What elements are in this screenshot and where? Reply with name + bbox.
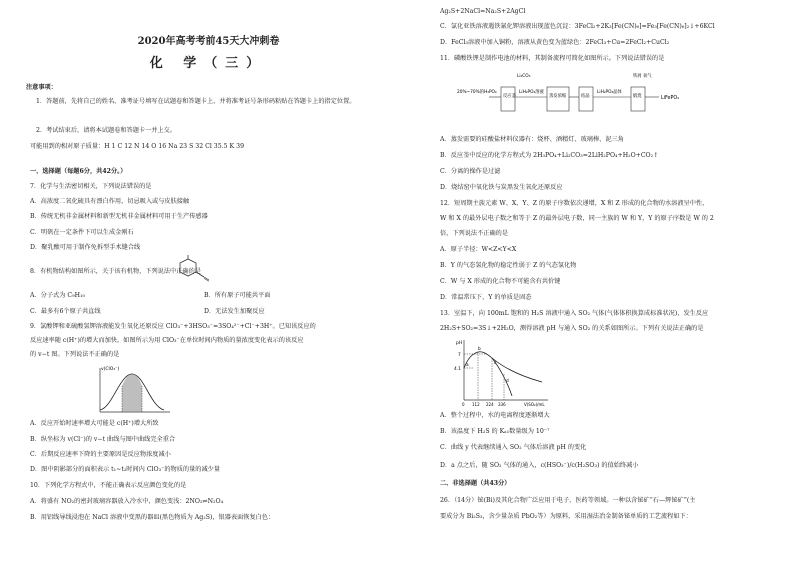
flow-mid1: LiH₂PO₄溶液 [519,90,544,95]
flow-box4: 煅烧 [633,94,642,99]
q9-option-b: B．纵坐标为 v(Cl⁻)的 v−t 曲线与图中曲线完全重合 [30,436,176,443]
q11-option-a: A．蒸发需要的硅酸盐材料仪器有：烧杯、酒精灯、玻璃棒、泥三角 [440,136,624,143]
notice-item-1: 1．答题前，先将自己的姓名、准考证号填写在试题卷和答题卡上，并将准考证号条形码粘贴在答题卡上的指定位置。 [36,98,356,105]
q9-option-a: A．反应开始时速率增大可能是 c(H⁺)增大所致 [30,420,159,427]
q13-ph-graph [452,336,552,408]
q13-xtick-112: 112 [472,402,480,407]
q13-point-d: d [506,379,509,384]
q8-option-a: A．分子式为 C₉H₁₀ [30,292,85,299]
page-title: 2020年高考考前45天大冲刺卷 [137,36,280,47]
q9-vt-graph [92,364,172,416]
page-subtitle: 化 学（三） [149,56,268,71]
notice-item-2: 2．考试结束后，请将本试题卷和答题卡一并上交。 [36,127,177,134]
q13-option-b: B．该温度下 H₂S 的 Kₐ₁数量级为 10⁻⁷ [440,428,550,435]
q11-stem: 11．磷酸铁锂是制作电池的材料，其制备流程可简化如图所示。下列说法错误的是 [440,55,665,62]
q10-cont-line: Ag₂S+2NaCl=Na₂S+2AgCl [440,8,526,15]
q9-option-d: D．图中阴影部分的面积表示 t₁~t₂时间内 ClO₃⁻的物质的量的减少量 [30,466,221,473]
q11-option-d: D．烧结窑中氧化铁与炭黑发生氧化还原反应 [440,184,563,191]
q13-xtick-336: 336 [498,402,506,407]
q13-option-c: C．曲线 y 代表继续通入 SO₂ 气体后溶液 pH 的变化 [440,444,587,451]
q10-stem: 10．下列化学方程式中，不能正确表示反应颜色变化的是 [30,482,187,489]
q13-ytick-7: 7 [458,353,461,358]
q13-xtick-0: 0 [462,402,465,407]
q7-stem: 7．化学与生活密切相关，下列说法错误的是 [30,183,152,190]
q8-option-d: D．无法发生加聚反应 [204,308,265,315]
q12-option-a: A．原子半径：W<Z<Y<X [440,246,517,253]
q12-stem-line-3: 倍，下列说法不正确的是 [440,230,509,237]
q13-graph-xlabel: V(SO₂)/mL [524,402,545,407]
section1-heading: 一、选择题（每题6分，共42分。） [30,168,127,175]
atomic-mass-line: 可能用到的相对原子质量：H 1 C 12 N 14 O 16 Na 23 S 32 Cl 35.5 K 39 [30,143,244,150]
q10-option-c: C．氯化亚铁溶液遇铁氰化钾溶液出现蓝色沉淀：3FeCl₂+2K₃[Fe(CN)₆]=Fe₃[Fe(CN)₆]₂↓+6KCl [440,23,715,30]
q7-option-b: B．传统无机非金属材料和新型无机非金属材料可用于生产传感器 [30,213,208,220]
section2-heading: 二、非选择题（共43分） [440,480,511,487]
q13-ytick-41: 4.1 [454,367,461,372]
q10-option-a: A．将盛有 NO₂的密封玻璃容器放入冷水中，颜色变浅：2NO₂⇌N₂O₄ [30,498,224,505]
q12-option-b: B．Y 的气态氢化物的稳定性弱于 Z 的气态氢化物 [440,262,577,269]
q9-stem-line-3: 的 v−t 图。下列说法不正确的是 [30,351,120,358]
q13-point-a: a [466,363,469,368]
q7-option-a: A．高浓度二氧化硫具有漂白作用，切忌吸入或与皮肤接触 [30,198,190,205]
q11-flow-diagram [455,67,725,125]
q11-option-b: B．反应釜中反应的化学方程式为 2H₃PO₄+Li₂CO₃=2LiH₂PO₄+H₂O+CO₂↑ [440,152,659,159]
q13-point-c: c [494,361,497,366]
q13-point-b: b [478,347,481,352]
q12-option-d: D．常温常压下，Y 的单质是固态 [440,294,532,301]
q13-option-a: A．整个过程中，水的电离程度逐渐增大 [440,412,550,419]
q13-stem-line-1: 13．室温下，向 100mL 饱和的 H₂S 溶液中通入 SO₂ 气体(气体体积换算成标准状况)，发生反应 [440,310,709,317]
q10-option-d: D．FeCl₃溶液中加入铜粉，溶液从黄色变为蓝绿色：2FeCl₃+Cu=2FeCl₂+CuCl₂ [440,39,670,46]
flow-box1: 反应釜 [503,94,516,99]
q26-line-2: 要成分为 Bi₂S₃，含少量杂质 PbO₂等）为原料，采用湿法冶金制备铋单质的工艺流程如下： [440,513,692,520]
flow-box3: 结晶 [581,94,590,99]
flow-input: 20%~70%的H₃PO₄ [457,90,497,95]
q9-option-c: C．后期反应速率下降的主要原因是反应物浓度减小 [30,451,171,458]
q9-graph-ylabel: v(ClO₃⁻) [101,367,120,372]
flow-top4: 铁屑 氧气 [633,74,652,79]
q13-stem-line-2: 2H₂S+SO₂=3S↓+2H₂O，测得溶液 pH 与通入 SO₂ 的关系如图所示。下列有关说法正确的是 [440,325,704,332]
q12-option-c: C．W 与 X 形成的化合物不可能含有共价键 [440,278,561,285]
q7-option-c: C．明矾在一定条件下可以生成金刚石 [30,229,134,236]
q8-option-b: B．所有原子可能共平面 [204,292,271,299]
q8-option-c: C．最多有6个原子共直线 [30,308,101,315]
flow-top1: Li₂CO₃ [517,74,531,79]
q9-stem-line-1: 9．氯酸钾和亚硫酸氢钾溶液能发生氧化还原反应 ClO₃⁻+3HSO₃⁻=3SO₄²⁻+Cl⁻+3H⁺。已知该反应的 [30,323,316,330]
q12-stem-line-2: W 和 X 的最外层电子数之和等于 Z 的最外层电子数，同一主族的 W 和 Y，Y 的原子序数是 W 的 2 [440,215,714,222]
flow-output: LiFePO₄ [661,96,680,101]
q12-stem-line-1: 12．短周期主族元素 W、X、Y、Z 的原子序数依次递增，X 和 Z 形成的化合物的水溶液呈中性， [440,200,709,207]
q10-option-b: B．用铝线导线浸泡在 NaCl 溶液中变黑的器皿(黑色物质为 Ag₂S)，银器表面恢复白色： [30,514,275,521]
q13-option-d: D．a 点之后，随 SO₂ 气体的通入，c(HSO₃⁻)/c(H₂SO₃) 的值始终减小 [440,462,639,469]
q13-graph-ylabel: pH [456,341,463,346]
q8-stem: 8．有机物结构如图所示，关于该有机物，下列说法中正确的是 [30,268,201,275]
q11-option-c: C．分离的操作是过滤 [440,168,501,175]
q26-line-1: 26．（14分）铋(Bi)及其化合物广泛应用于电子、医药等领域。一种以含铋矿“石—辉铋矿”(主 [440,497,696,504]
q9-stem-line-2: 反应速率随 c(H⁺)的增大而加快。如图所示为用 ClO₃⁻在单位时间内物质的量浓度变化表示的该反应 [30,337,304,344]
q13-xtick-224: 224 [486,402,494,407]
flow-mid2: LiH₂PO₄晶体 [597,90,622,95]
flow-box2: 蒸发浓缩 [549,94,567,99]
notice-heading: 注意事项： [26,84,57,91]
q7-option-d: D．聚乳酸可用于制作免拆型手术缝合线 [30,244,141,251]
